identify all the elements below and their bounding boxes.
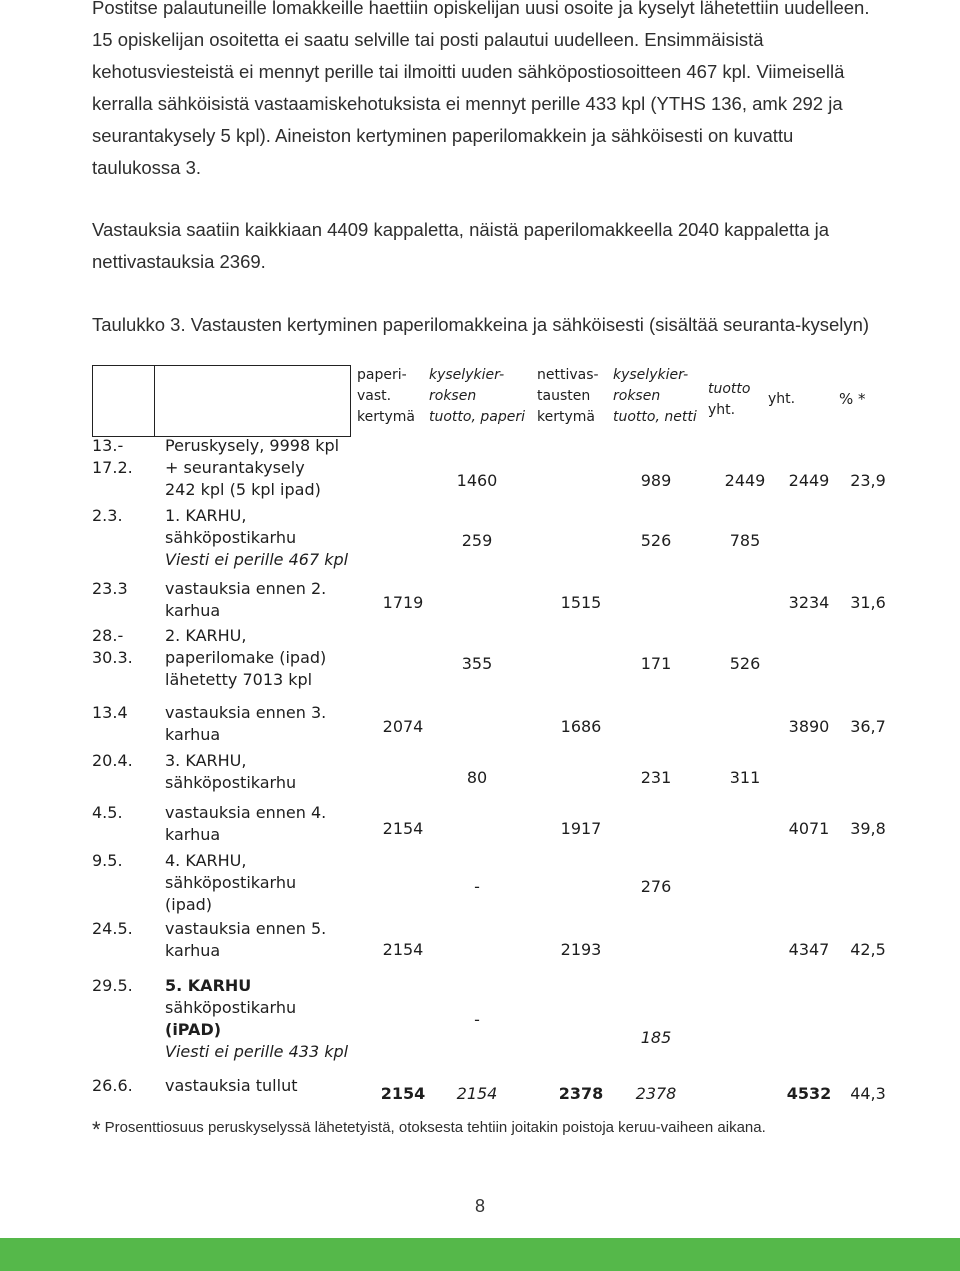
table-cell: 311	[729, 768, 761, 787]
table-cell: 526	[729, 654, 761, 673]
table-cell: 2154	[380, 1084, 426, 1103]
table-cell: 989	[640, 471, 672, 490]
table-cell: 36,7	[850, 717, 886, 736]
row-date: 4.5.	[92, 803, 123, 822]
row-event: vastauksia ennen 3. karhua	[165, 703, 327, 744]
table-caption: Taulukko 3. Vastausten kertyminen paperilomakkeina ja sähköisesti (sisältää seuranta-kyselyn)	[92, 314, 870, 335]
row-event: vastauksia ennen 2. karhua	[165, 579, 327, 620]
date-column-box	[92, 365, 155, 437]
table-cell: 276	[640, 877, 672, 896]
collection-table	[92, 365, 886, 1110]
row-date: 13.4	[92, 703, 128, 722]
table-cell: 42,5	[850, 940, 886, 959]
intro-paragraph-1: Postitse palautuneille lomakkeille haettiin opiskelijan uusi osoite ja kyselyt lähetettiin uudelleen. 15 opiskelijan osoitetta ei saatu selville tai posti palautui uudelleen. Ensimmäisistä kehotusviesteistä ei mennyt perille tai ilmoitti uuden sähköpostiosoitteen 467 kpl. Viimeisellä kerralla sähköisistä vastaamiskehotuksista ei mennyt perille 433 kpl (YTHS 136, amk 292 ja seurantakysely 5 kpl). Aineiston kertyminen paperilomakkein ja sähköisesti on kuvattu taulukossa 3.	[92, 0, 870, 178]
table-cell: 259	[461, 531, 493, 550]
table-cell: -	[474, 1010, 480, 1029]
table-cell: 2378	[558, 1084, 604, 1103]
table-cell: 2154	[382, 940, 424, 959]
row-date: 24.5.	[92, 919, 133, 938]
header-total: yht.	[768, 391, 796, 407]
table-cell: 3234	[788, 593, 830, 612]
table-cell: 2193	[560, 940, 602, 959]
table-cell: 31,6	[850, 593, 886, 612]
header-round-yield-net: kyselykier- roksen tuotto, netti	[613, 367, 697, 425]
table-cell: 80	[466, 768, 488, 787]
table-cell: 2378	[635, 1084, 677, 1103]
table-cell: 185	[640, 1028, 672, 1047]
intro-paragraph-2: Vastauksia saatiin kaikkiaan 4409 kappaletta, näistä paperilomakkeella 2040 kappaletta ja nettivastauksia 2369.	[92, 219, 830, 272]
row-event: 5. KARHU sähköpostikarhu (iPAD) Viesti ei perille 433 kpl	[165, 976, 349, 1061]
header-yield-total: tuotto yht.	[708, 381, 751, 418]
table-cell: 171	[640, 654, 672, 673]
header-net-accumulation: nettivas- tausten kertymä	[537, 367, 599, 425]
table-cell: 2074	[382, 717, 424, 736]
row-date: 29.5.	[92, 976, 133, 995]
row-event: vastauksia ennen 5. karhua	[165, 919, 327, 960]
row-event: vastauksia ennen 4. karhua	[165, 803, 327, 844]
row-date: 26.6.	[92, 1076, 133, 1095]
row-event: 3. KARHU, sähköpostikarhu	[165, 751, 297, 792]
row-date: 20.4.	[92, 751, 133, 770]
table-cell: 1686	[560, 717, 602, 736]
row-date: 13.- 17.2.	[92, 436, 133, 477]
table-cell: 44,3	[850, 1084, 886, 1103]
event-column-box	[154, 365, 351, 437]
row-event: Peruskysely, 9998 kpl + seurantakysely 242 kpl (5 kpl ipad)	[165, 436, 340, 499]
table-cell: 526	[640, 531, 672, 550]
table-cell: 1917	[560, 819, 602, 838]
table-cell: 39,8	[850, 819, 886, 838]
table-cell: 2154	[382, 819, 424, 838]
table-cell: 355	[461, 654, 493, 673]
table-cell: 1460	[456, 471, 498, 490]
header-paper-accumulation: paperi- vast. kertymä	[357, 367, 415, 425]
table-cell: -	[474, 877, 480, 896]
footnote-text: Prosenttiosuus peruskyselyssä lähetetyistä, otoksesta tehtiin joitakin poistoja keruu-vaiheen aikana.	[104, 1119, 766, 1136]
row-event: 2. KARHU, paperilomake (ipad) lähetetty 7013 kpl	[165, 626, 327, 689]
table-cell: 2449	[724, 471, 766, 490]
row-date: 9.5.	[92, 851, 123, 870]
table-cell: 4347	[788, 940, 830, 959]
row-date: 2.3.	[92, 506, 123, 525]
table-cell: 1719	[382, 593, 424, 612]
header-round-yield-paper: kyselykier- roksen tuotto, paperi	[429, 367, 525, 425]
header-percent: % *	[839, 390, 866, 408]
footer-green-bar	[0, 1238, 960, 1271]
table-cell: 231	[640, 768, 672, 787]
row-event: 1. KARHU, sähköpostikarhu Viesti ei perille 467 kpl	[165, 506, 349, 569]
table-cell: 785	[729, 531, 761, 550]
table-cell: 2154	[456, 1084, 498, 1103]
row-event: 4. KARHU, sähköpostikarhu (ipad)	[165, 851, 297, 914]
row-event: vastauksia tullut	[165, 1076, 298, 1095]
table-cell: 3890	[788, 717, 830, 736]
row-date: 23.3	[92, 579, 128, 598]
row-date: 28.- 30.3.	[92, 626, 133, 667]
table-cell: 23,9	[850, 471, 886, 490]
table-cell: 1515	[560, 593, 602, 612]
page-number: 8	[474, 1196, 485, 1216]
table-cell: 2449	[788, 471, 830, 490]
footnote	[92, 1117, 766, 1143]
footnote-symbol: *	[92, 1117, 101, 1142]
table-cell: 4071	[788, 819, 830, 838]
table-cell: 4532	[786, 1084, 832, 1103]
